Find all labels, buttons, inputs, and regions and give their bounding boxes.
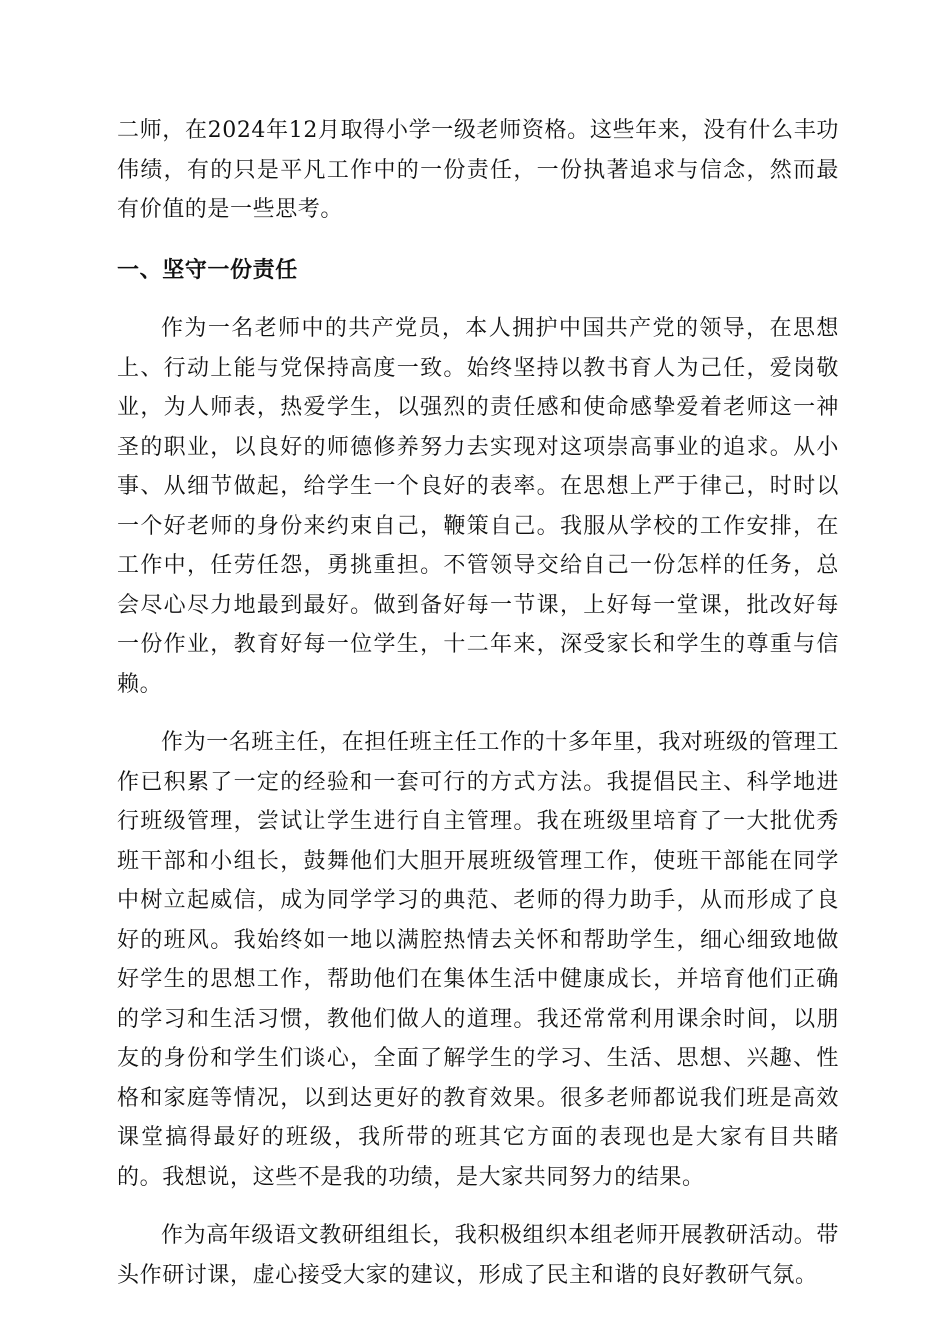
document-body [117, 111, 839, 1295]
body-paragraph: 作为一名老师中的共产党员，本人拥护中国共产党的领导，在思想上、行动上能与党保持高度一致。始终坚持以教书育人为己任，爱岗敬业，为人师表，热爱学生，以强烈的责任感和使命感挚爱着老师这一神圣的职业，以良好的师德修养努力去实现对这项崇高事业的追求。从小事、从细节做起，给学生一个良好的表率。在思想上严于律己，时时以一个好老师的身份来约束自己，鞭策自己。我服从学校的工作安排，在工作中，任劳任怨，勇挑重担。不管领导交给自己一份怎样的任务，总会尽心尽力地最到最好。做到备好每一节课，上好每一堂课，批改好每一份作业，教育好每一位学生，十二年来，深受家长和学生的尊重与信赖。 [117, 316, 839, 697]
body-paragraph: 作为一名班主任，在担任班主任工作的十多年里，我对班级的管理工作已积累了一定的经验和一套可行的方式方法。我提倡民主、科学地进行班级管理，尝试让学生进行自主管理。我在班级里培育了一大批优秀班干部和小组长，鼓舞他们大胆开展班级管理工作，使班干部能在同学中树立起威信，成为同学学习的典范、老师的得力助手，从而形成了良好的班风。我始终如一地以满腔热情去关怀和帮助学生，细心细致地做好学生的思想工作，帮助他们在集体生活中健康成长，并培育他们正确的学习和生活习惯，教他们做人的道理。我还常常利用课余时间，以朋友的身份和学生们谈心，全面了解学生的学习、生活、思想、兴趣、性格和家庭等情况，以到达更好的教育效果。很多老师都说我们班是高效课堂搞得最好的班级，我所带的班其它方面的表现也是大家有目共睹的。我想说，这些不是我的功绩，是大家共同努力的结果。 [117, 730, 840, 1190]
body-paragraph: 作为高年级语文教研组组长，我积极组织本组老师开展教研活动。带头作研讨课，虚心接受大家的建议，形成了民主和谐的良好教研气氛。 [117, 1223, 840, 1288]
section-heading: 一、坚守一份责任 [117, 257, 298, 283]
intro-paragraph: 二师，在2024年12月取得小学一级老师资格。这些年来，没有什么丰功伟绩，有的只是平凡工作中的一份责任，一份执著追求与信念，然而最有价值的是一些思考。 [117, 118, 839, 222]
